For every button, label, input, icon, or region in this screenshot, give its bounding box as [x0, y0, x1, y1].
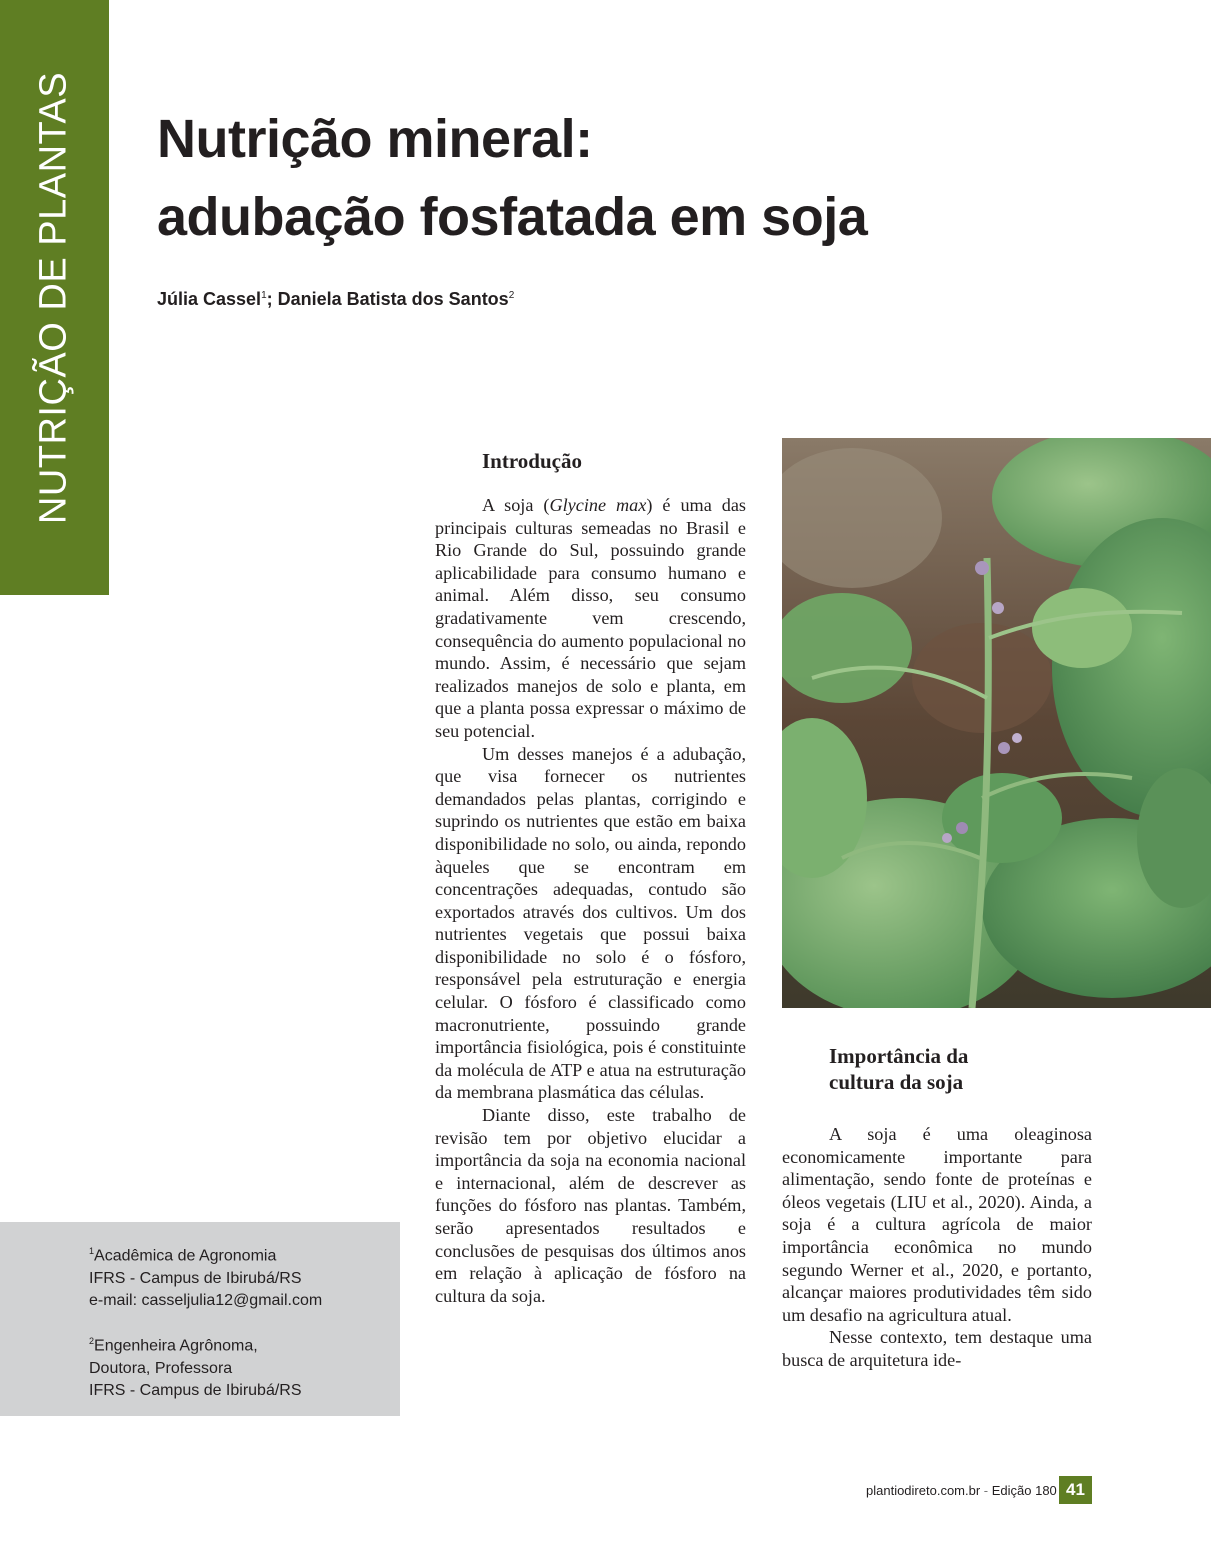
heading-importancia-line-1: Importância da — [829, 1044, 969, 1068]
importancia-paragraph-2: Nesse contexto, tem destaque uma busca de arquitetura ide- — [782, 1327, 1092, 1370]
soybean-plant-image — [782, 438, 1211, 1008]
footnote-1-line-2: IFRS - Campus de Ibirubá/RS — [89, 1269, 302, 1287]
page-number: 41 — [1059, 1476, 1092, 1504]
footnote-2-text-1: Engenheira Agrônoma, — [94, 1337, 258, 1355]
footnote-1-text-1: Acadêmica de Agronomia — [94, 1247, 277, 1265]
footnote-1-ref: 1 — [89, 1246, 95, 1256]
section-tab — [0, 0, 109, 595]
heading-importancia — [829, 1043, 1089, 1095]
footnote-1-line-1 — [89, 1240, 389, 1268]
author-1-ref: 1 — [261, 290, 267, 301]
intro-paragraph-1 — [435, 494, 746, 743]
footer-edition: Edição 180 — [991, 1483, 1057, 1498]
author-separator: ; — [266, 289, 278, 309]
footnote-1-email: e-mail: casseljulia12@gmail.com — [89, 1292, 323, 1310]
title-line-2: adubação fosfatada em soja — [157, 187, 868, 247]
footnote-2-line-2: Doutora, Professora — [89, 1359, 233, 1377]
intro-paragraph-3: Diante disso, este trabalho de revisão tem por objetivo elucidar a importância da soja na economia nacional e internacional, além de descrever as funções do fósforo nas plantas. Também, serão apresentados resultados e conclusões de pesquisas dos últimos anos em relação à aplicação de fósforo na cultura da soja. — [435, 1105, 746, 1306]
intro-p1-text-b: ) é uma das principais culturas semeadas no Brasil e Rio Grande do Sul, possuindo grande aplicabilidade para consumo humano e animal. Além disso, seu consumo gradativamente vem crescendo, consequência do aumento populacional no mundo. Assim, é necessário que sejam realizados manejos de solo e planta, em que a planta possa expressar o máximo de seu potencial. — [435, 495, 747, 741]
intro-p1-text-a: A soja ( — [482, 495, 550, 515]
footnote-2-ref: 2 — [89, 1336, 95, 1346]
footnote-2-line-1 — [89, 1330, 389, 1358]
author-2-ref: 2 — [508, 290, 515, 301]
footnote-1 — [89, 1240, 389, 1313]
heading-introducao: Introdução — [482, 449, 582, 473]
footnote-2 — [89, 1330, 389, 1403]
author-1: Júlia Cassel — [157, 289, 262, 309]
footer-site: plantiodireto.com.br — [866, 1483, 981, 1498]
author-2: Daniela Batista dos Santos — [277, 289, 509, 309]
footer-separator: - — [980, 1483, 992, 1498]
species-name: Glycine max — [549, 495, 647, 515]
importancia-paragraph-1: A soja é uma oleaginosa economicamente importante para alimentação, sendo fonte de proteínas e óleos vegetais (LIU et al., 2020). Ainda, a soja é a cultura agrícola de maior importância econômica no mundo segundo Werner et al., 2020, e portanto, alcançar maiores produtividades têm sido um desafio na agricultura atual. — [782, 1124, 1092, 1325]
intro-paragraph-2: Um desses manejos é a adubação, que visa fornecer os nutrientes demandados pelas plantas, corrigindo e suprindo os nutrientes que estão em baixa disponibilidade no solo, ou ainda, repondo àqueles que se encontram em concentrações adequadas, contudo são exportados através dos cultivos. Um dos nutrientes vegetais que possui baixa disponibilidade no solo é o fósforo, responsável pela estruturação e energia celular. O fósforo é classificado como macronutriente, possuindo grande importância fisiológica, pois é constituinte da molécula de ATP e atua na estruturação da membrana plasmática das células. — [435, 743, 746, 1103]
title-line-1: Nutrição mineral: — [157, 109, 593, 169]
section-label: NUTRIÇÃO DE PLANTAS — [32, 71, 75, 525]
page-footer — [866, 1483, 1057, 1498]
author-line — [157, 289, 514, 310]
footnote-2-line-3: IFRS - Campus de Ibirubá/RS — [89, 1382, 302, 1400]
column-introducao — [435, 494, 746, 1307]
soybean-plant-photo — [782, 438, 1211, 1008]
column-importancia — [782, 1123, 1092, 1372]
article-title — [157, 100, 867, 256]
heading-importancia-line-2: cultura da soja — [829, 1070, 964, 1094]
